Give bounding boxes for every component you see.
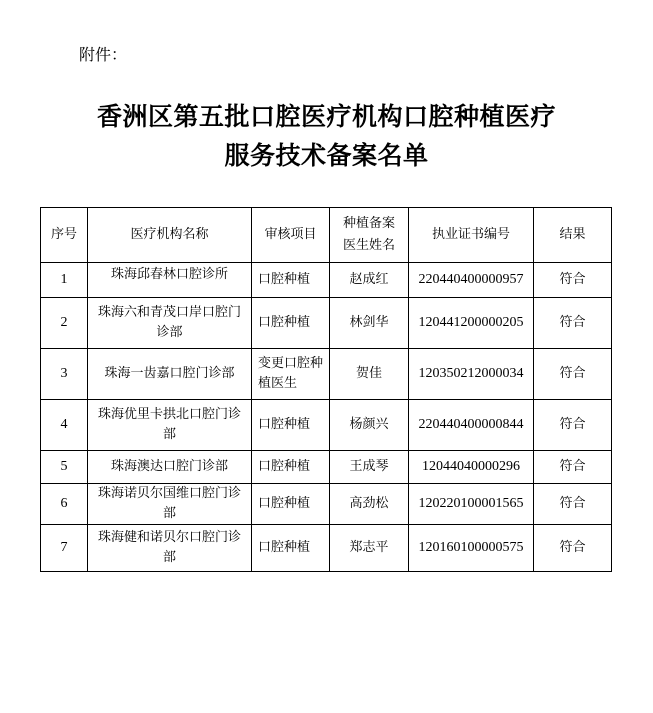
cell-index: 6	[41, 484, 88, 525]
attachment-label: 附件：	[79, 45, 128, 64]
table-row	[41, 400, 612, 451]
cell-doctor: 赵成红	[330, 263, 409, 298]
cell-doctor: 林剑华	[330, 298, 409, 349]
cell-index: 4	[41, 400, 88, 451]
cell-index: 7	[41, 525, 88, 572]
cell-doctor: 杨颜兴	[330, 400, 409, 451]
header-doctor-line2: 医生姓名	[342, 238, 395, 253]
cell-doctor: 高劲松	[330, 484, 409, 525]
cell-doctor: 郑志平	[330, 525, 409, 572]
cell-license: 120350212000034	[409, 349, 534, 400]
header-doctor	[330, 208, 409, 263]
cell-doctor: 贺佳	[330, 349, 409, 400]
cell-license: 12044040000296	[409, 451, 534, 484]
table-header-row	[41, 208, 612, 263]
cell-review-item: 口腔种植	[252, 400, 330, 451]
header-index: 序号	[41, 208, 88, 263]
cell-institution: 珠海健和诺贝尔口腔门诊部	[88, 525, 252, 572]
header-doctor-line1: 种植备案	[342, 216, 395, 231]
cell-license: 220440400000844	[409, 400, 534, 451]
table-row	[41, 525, 612, 572]
page-title: 香洲区第五批口腔医疗机构口腔种植医疗	[96, 102, 556, 131]
cell-result: 符合	[534, 400, 612, 451]
page-subtitle: 服务技术备案名单	[224, 141, 429, 170]
cell-institution: 珠海诺贝尔国维口腔门诊部	[88, 484, 252, 525]
cell-institution: 珠海一齿嘉口腔门诊部	[88, 349, 252, 400]
table-row	[41, 263, 612, 298]
cell-license: 120160100000575	[409, 525, 534, 572]
header-result: 结果	[534, 208, 612, 263]
cell-license: 220440400000957	[409, 263, 534, 298]
cell-index: 3	[41, 349, 88, 400]
header-license: 执业证书编号	[409, 208, 534, 263]
cell-result: 符合	[534, 525, 612, 572]
cell-index: 5	[41, 451, 88, 484]
cell-institution: 珠海澳达口腔门诊部	[88, 451, 252, 484]
header-review-item: 审核项目	[252, 208, 330, 263]
cell-license: 120441200000205	[409, 298, 534, 349]
filing-table	[40, 207, 612, 572]
cell-review-item: 口腔种植	[252, 263, 330, 298]
cell-result: 符合	[534, 484, 612, 525]
cell-institution: 珠海邱春林口腔诊所	[88, 263, 252, 298]
cell-result: 符合	[534, 349, 612, 400]
cell-index: 1	[41, 263, 88, 298]
cell-review-item: 口腔种植	[252, 451, 330, 484]
cell-result: 符合	[534, 451, 612, 484]
table-row	[41, 484, 612, 525]
cell-review-item: 变更口腔种植医生	[252, 349, 330, 400]
cell-review-item: 口腔种植	[252, 298, 330, 349]
header-institution: 医疗机构名称	[88, 208, 252, 263]
cell-institution: 珠海六和青茂口岸口腔门诊部	[88, 298, 252, 349]
cell-review-item: 口腔种植	[252, 525, 330, 572]
table-row	[41, 451, 612, 484]
table-row	[41, 298, 612, 349]
cell-review-item: 口腔种植	[252, 484, 330, 525]
table-row	[41, 349, 612, 400]
cell-doctor: 王成琴	[330, 451, 409, 484]
cell-result: 符合	[534, 298, 612, 349]
cell-institution: 珠海优里卡拱北口腔门诊部	[88, 400, 252, 451]
cell-index: 2	[41, 298, 88, 349]
cell-result: 符合	[534, 263, 612, 298]
cell-license: 120220100001565	[409, 484, 534, 525]
